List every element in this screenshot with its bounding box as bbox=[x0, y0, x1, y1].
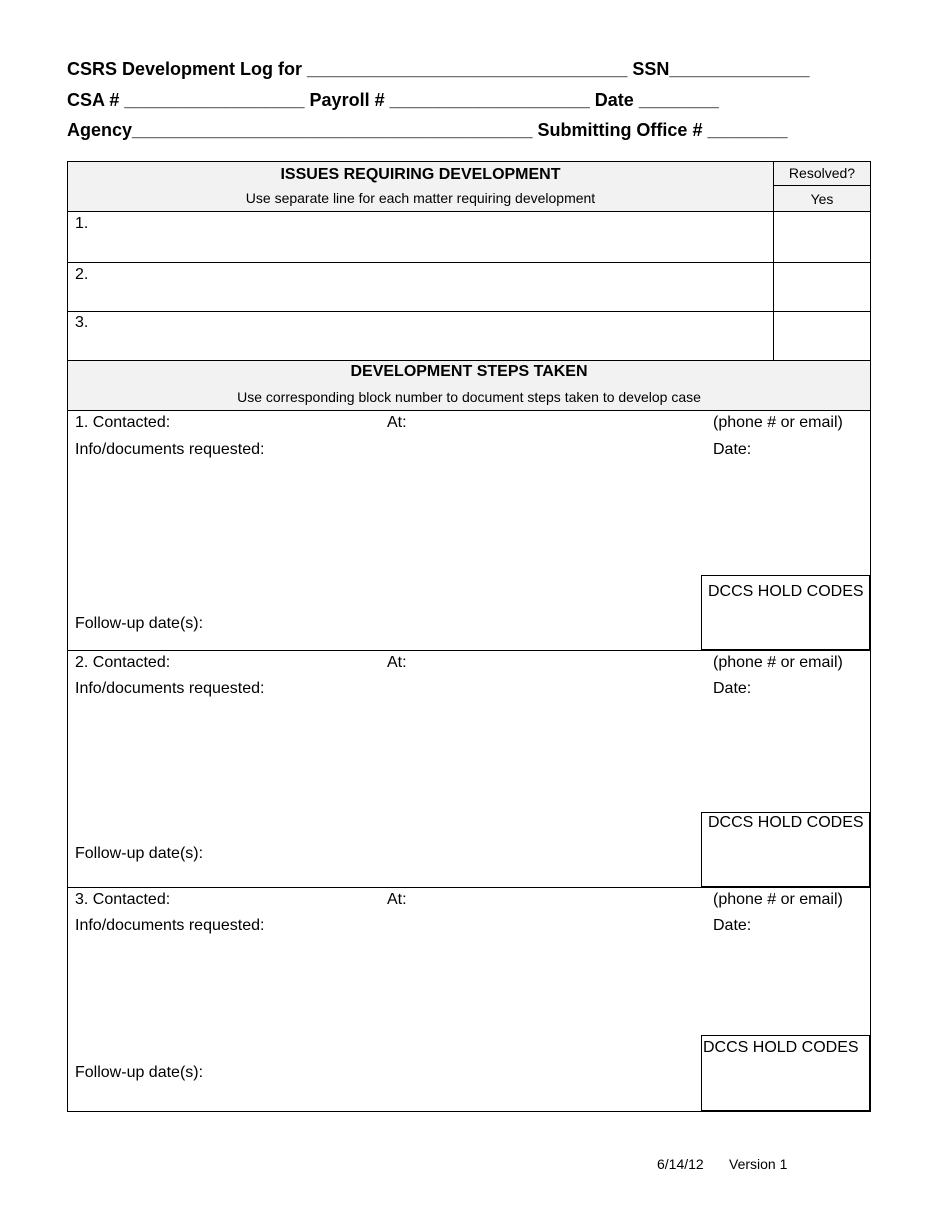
resolved-label: Resolved? bbox=[788, 165, 856, 181]
resolved-column-divider bbox=[773, 162, 774, 360]
block-divider bbox=[68, 887, 870, 888]
issues-title: ISSUES REQUIRING DEVELOPMENT bbox=[280, 166, 561, 183]
block-1-hold-codes-label: DCCS HOLD CODES bbox=[708, 583, 864, 600]
block-2-hold-codes-box[interactable] bbox=[701, 812, 871, 888]
footer-date: 6/14/12 bbox=[657, 1156, 704, 1172]
issues-subtitle: Use separate line for each matter requiring development bbox=[245, 190, 596, 206]
block-3-contacted[interactable]: 3. Contacted: bbox=[75, 891, 171, 908]
block-1-hold-codes-box[interactable] bbox=[701, 575, 871, 651]
block-1-at[interactable]: At: bbox=[387, 414, 407, 431]
issue-row-2[interactable]: 2. bbox=[75, 266, 89, 283]
block-2-at[interactable]: At: bbox=[387, 654, 407, 671]
block-2-info[interactable]: Info/documents requested: bbox=[75, 680, 265, 697]
header-line-csa-payroll-date: CSA # __________________ Payroll # ____________________ Date ________ bbox=[67, 90, 719, 110]
steps-subtitle: Use corresponding block number to document steps taken to develop case bbox=[237, 389, 701, 405]
block-3-date[interactable]: Date: bbox=[713, 917, 752, 934]
footer-version: Version 1 bbox=[729, 1156, 788, 1172]
block-1-info[interactable]: Info/documents requested: bbox=[75, 441, 265, 458]
development-log-table bbox=[67, 161, 871, 1112]
resolved-yes-divider bbox=[773, 185, 871, 186]
block-2-followup[interactable]: Follow-up date(s): bbox=[75, 845, 204, 862]
steps-title: DEVELOPMENT STEPS TAKEN bbox=[350, 363, 588, 380]
block-3-hold-codes-box[interactable] bbox=[701, 1035, 871, 1112]
steps-header-bottom bbox=[68, 410, 870, 411]
issue-row-1[interactable]: 1. bbox=[75, 215, 89, 232]
issue-row-3[interactable]: 3. bbox=[75, 314, 89, 331]
block-3-at[interactable]: At: bbox=[387, 891, 407, 908]
block-3-followup[interactable]: Follow-up date(s): bbox=[75, 1064, 204, 1081]
block-3-info[interactable]: Info/documents requested: bbox=[75, 917, 265, 934]
issue-row-divider bbox=[68, 262, 870, 263]
block-2-date[interactable]: Date: bbox=[713, 680, 752, 697]
header-line-name-ssn: CSRS Development Log for ________________________________ SSN______________ bbox=[67, 59, 810, 79]
yes-label: Yes bbox=[810, 191, 834, 207]
header-line-agency-office: Agency________________________________________ Submitting Office # ________ bbox=[67, 120, 788, 140]
block-1-followup[interactable]: Follow-up date(s): bbox=[75, 615, 204, 632]
block-2-phone: (phone # or email) bbox=[713, 654, 843, 671]
issues-header-bottom bbox=[68, 211, 870, 212]
block-1-contacted[interactable]: 1. Contacted: bbox=[75, 414, 171, 431]
block-2-hold-codes-label: DCCS HOLD CODES bbox=[708, 814, 864, 831]
block-1-date[interactable]: Date: bbox=[713, 441, 752, 458]
block-1-phone: (phone # or email) bbox=[713, 414, 843, 431]
block-3-hold-codes-label: DCCS HOLD CODES bbox=[703, 1039, 859, 1056]
block-divider bbox=[68, 650, 870, 651]
issue-row-divider bbox=[68, 311, 870, 312]
block-2-contacted[interactable]: 2. Contacted: bbox=[75, 654, 171, 671]
block-3-phone: (phone # or email) bbox=[713, 891, 843, 908]
